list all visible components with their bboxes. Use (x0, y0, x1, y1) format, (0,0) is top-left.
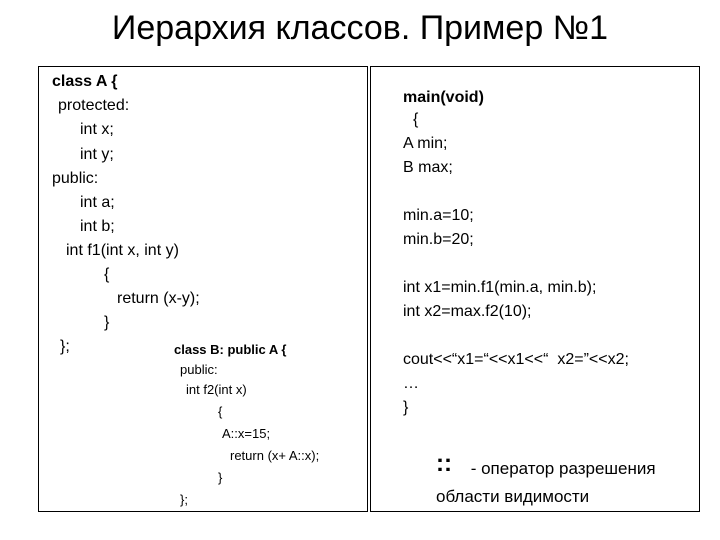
code-line: main(void) (403, 89, 484, 106)
code-line: class A { (52, 73, 118, 90)
code-line: int f2(int x) (186, 382, 247, 397)
code-line: } (403, 399, 409, 416)
code-line: int x; (80, 121, 114, 138)
code-line: { (218, 404, 223, 419)
code-line: } (218, 470, 223, 485)
code-line: int y; (80, 146, 114, 163)
slide-title: Иерархия классов. Пример №1 (111, 9, 609, 47)
note-line-2: области видимости (436, 487, 590, 506)
code-line: B max; (403, 159, 453, 176)
note-line-1: - оператор разрешения (466, 459, 656, 478)
code-line: int b; (80, 218, 115, 235)
code-line: A::x=15; (222, 426, 271, 441)
code-line: int x2=max.f2(10); (403, 303, 532, 320)
code-line: { (413, 111, 419, 128)
code-line: return (x-y); (117, 290, 200, 307)
code-line: } (104, 314, 110, 331)
code-line: return (x+ A::x); (230, 448, 320, 463)
code-line: … (403, 375, 419, 392)
code-line: }; (60, 338, 70, 355)
code-line: int a; (80, 194, 115, 211)
code-line: class B: public A { (174, 342, 287, 357)
code-line: protected: (58, 97, 130, 114)
code-line: int x1=min.f1(min.a, min.b); (403, 279, 597, 296)
code-line: }; (180, 492, 188, 507)
code-line: cout<<“x1=“<<x1<<“ x2=”<<x2; (403, 351, 629, 368)
code-line: int f1(int x, int y) (66, 242, 179, 259)
code-line: { (104, 266, 110, 283)
code-line: min.b=20; (403, 231, 474, 248)
code-line: A min; (403, 135, 448, 152)
scope-operator: :: (436, 450, 452, 477)
code-line: min.a=10; (403, 207, 474, 224)
code-line: public: (180, 362, 218, 377)
code-line: public: (52, 170, 99, 187)
